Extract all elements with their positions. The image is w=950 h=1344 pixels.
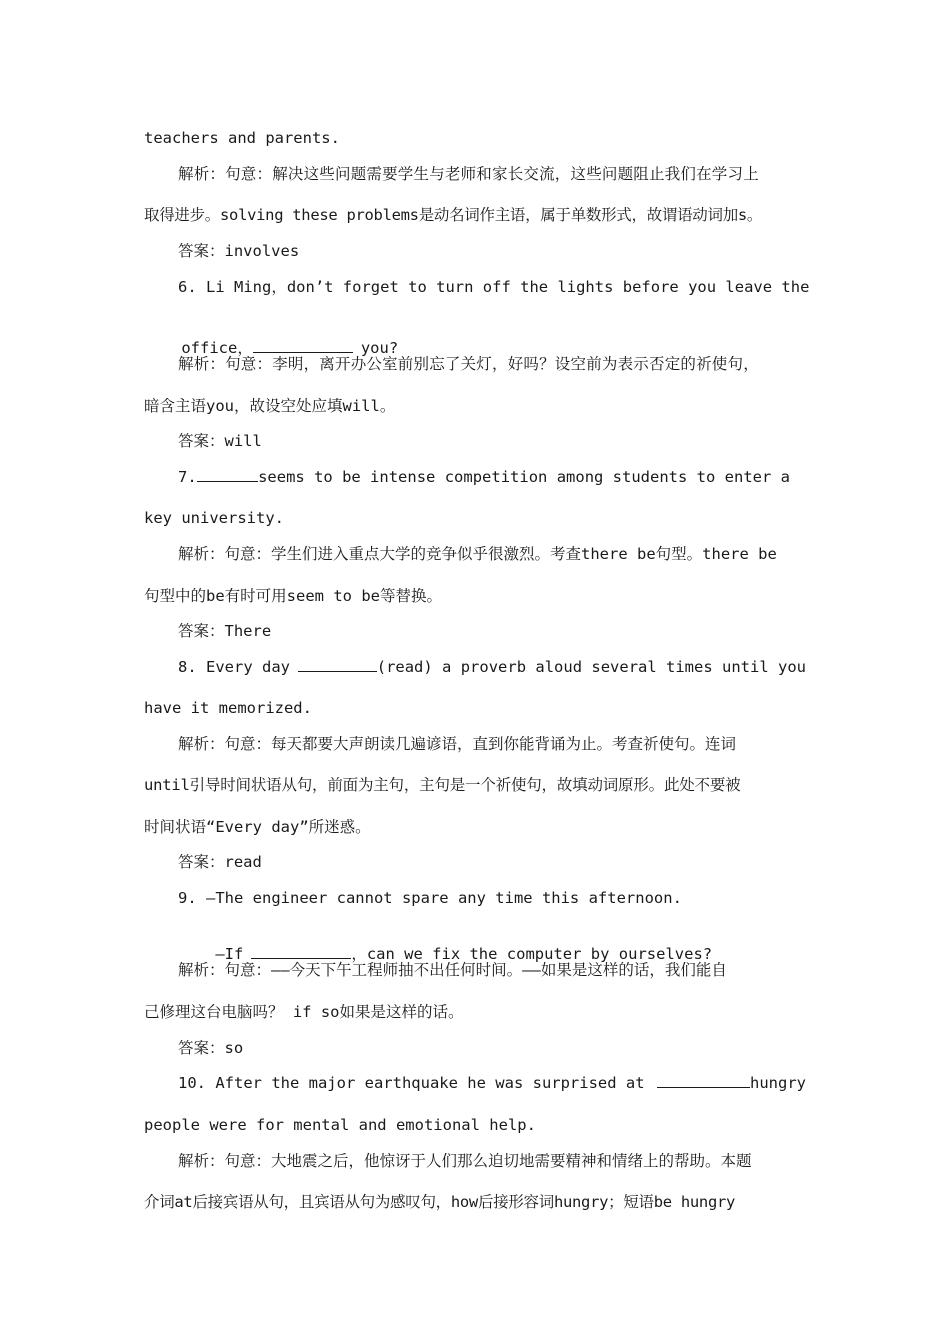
question-number: 7. <box>178 468 197 486</box>
question-line: 9. —The engineer cannot spare any time this afternoon. <box>178 889 682 907</box>
answer-line: 答案：will <box>178 432 262 450</box>
question-text: hungry <box>750 1074 806 1092</box>
question-line <box>178 1073 806 1093</box>
analysis-line: 解析：句意：——今天下午工程师抽不出任何时间。——如果是这样的话，我们能自 <box>178 961 727 979</box>
question-text: ，can we fix the computer by ourselves? <box>351 945 713 963</box>
question-text: 8. Every day <box>178 658 290 676</box>
question-line <box>178 467 790 487</box>
question-text: 10. After the major earthquake he was surprised at <box>178 1074 645 1092</box>
answer-line: 答案：There <box>178 622 272 640</box>
analysis-line: 句型中的be有时可用seem to be等替换。 <box>144 587 442 605</box>
question-line: have it memorized. <box>144 699 312 717</box>
answer-blank[interactable] <box>657 1073 750 1088</box>
analysis-line: 解析：句意：大地震之后，他惊讶于人们那么迫切地需要精神和情绪上的帮助。本题 <box>178 1152 752 1170</box>
question-line: people were for mental and emotional help. <box>144 1116 536 1134</box>
analysis-line: 解析：句意：解决这些问题需要学生与老师和家长交流，这些问题阻止我们在学习上 <box>178 165 759 183</box>
answer-line: 答案：read <box>178 853 262 871</box>
answer-blank[interactable] <box>251 944 351 959</box>
question-text: —If <box>215 945 244 963</box>
analysis-line: until引导时间状语从句，前面为主句，主句是一个祈使句，故填动词原形。此处不要被 <box>144 776 741 794</box>
analysis-line: 解析：句意：学生们进入重点大学的竞争似乎很激烈。考查there be句型。there be <box>178 545 777 563</box>
question-line: 6. Li Ming，don’t forget to turn off the lights before you leave the <box>178 278 810 296</box>
question-line <box>178 657 806 677</box>
answer-line: 答案：so <box>178 1039 244 1057</box>
answer-blank[interactable] <box>253 338 353 353</box>
question-text: office， <box>181 339 253 357</box>
question-text: you? <box>360 339 399 357</box>
question-line: key university. <box>144 509 284 527</box>
analysis-line: 介词at后接宾语从句，且宾语从句为感叹句，how后接形容词hungry；短语be hungry <box>144 1193 736 1211</box>
analysis-line: 己修理这台电脑吗？ if so如果是这样的话。 <box>144 1003 464 1021</box>
question-text: seems to be intense competition among students to enter a <box>258 468 790 486</box>
analysis-line: 时间状语“Every day”所迷惑。 <box>144 818 371 836</box>
question-text: (read) a proverb aloud several times until you <box>376 658 806 676</box>
answer-blank[interactable] <box>197 467 258 482</box>
analysis-line: 取得进步。solving these problems是动名词作主语，属于单数形式，故谓语动词加s。 <box>144 206 763 224</box>
analysis-line: 解析：句意：每天都要大声朗读几遍谚语，直到你能背诵为止。考查祈使句。连词 <box>178 735 737 753</box>
analysis-line: 解析：句意：李明，离开办公室前别忘了关灯，好吗？设空前为表示否定的祈使句， <box>178 355 759 373</box>
analysis-line: 暗含主语you，故设空处应填will。 <box>144 397 396 415</box>
answer-blank[interactable] <box>298 657 377 672</box>
answer-line: 答案：involves <box>178 242 300 260</box>
text-line: teachers and parents. <box>144 129 340 147</box>
